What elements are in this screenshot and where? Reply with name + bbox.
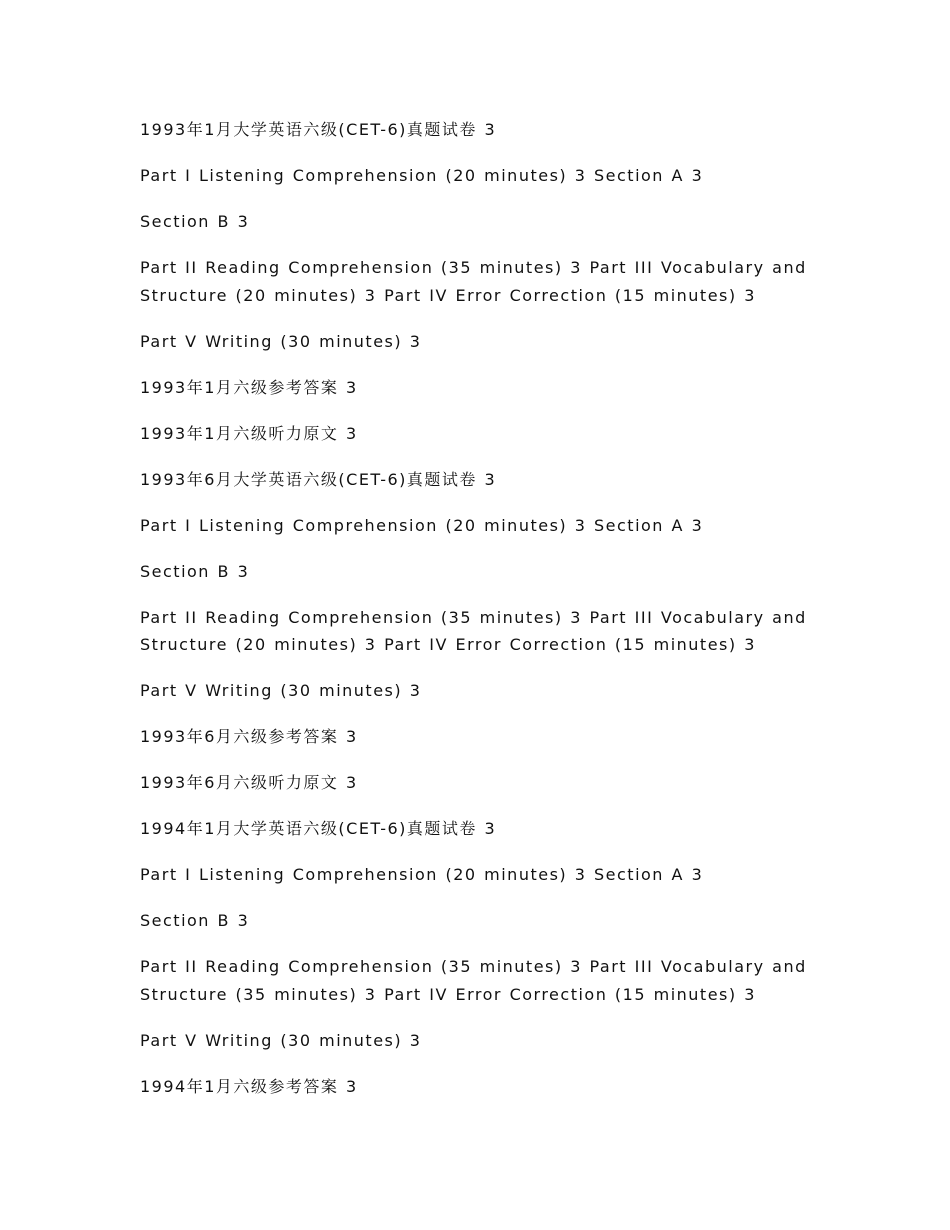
- toc-entry[interactable]: 1993年6月六级参考答案 3: [140, 727, 358, 746]
- toc-entry[interactable]: Part V Writing (30 minutes) 3: [140, 681, 422, 700]
- toc-entry[interactable]: 1993年6月大学英语六级(CET-6)真题试卷 3: [140, 469, 497, 489]
- toc-entry[interactable]: Part V Writing (30 minutes) 3: [140, 1030, 422, 1050]
- toc-entry[interactable]: Part I Listening Comprehension (20 minutes) 3 Section A 3: [140, 865, 704, 884]
- toc-entry[interactable]: Part I Listening Comprehension (20 minutes) 3 Section A 3: [140, 166, 704, 185]
- toc-entry[interactable]: Section B 3: [140, 911, 250, 930]
- table-of-contents: [140, 116, 820, 1119]
- toc-entry[interactable]: Section B 3: [140, 561, 250, 581]
- toc-entry[interactable]: 1993年1月大学英语六级(CET-6)真题试卷 3: [140, 120, 497, 139]
- toc-entry[interactable]: 1993年6月六级听力原文 3: [140, 773, 358, 792]
- toc-entry[interactable]: Part V Writing (30 minutes) 3: [140, 331, 422, 351]
- toc-entry[interactable]: Part II Reading Comprehension (35 minutes) 3 Part III Vocabulary and Structure (35 minutes) 3 Part IV Error Correction (15 minutes) 3: [140, 957, 807, 1004]
- toc-entry[interactable]: Part II Reading Comprehension (35 minutes) 3 Part III Vocabulary and Structure (20 minutes) 3 Part IV Error Correction (15 minutes) 3: [140, 258, 807, 305]
- toc-entry[interactable]: Part I Listening Comprehension (20 minutes) 3 Section A 3: [140, 515, 704, 535]
- toc-entry[interactable]: Section B 3: [140, 212, 250, 231]
- toc-entry[interactable]: 1994年1月大学英语六级(CET-6)真题试卷 3: [140, 819, 497, 838]
- toc-entry[interactable]: 1993年1月六级听力原文 3: [140, 423, 358, 443]
- toc-entry[interactable]: 1993年1月六级参考答案 3: [140, 377, 358, 397]
- toc-entry[interactable]: Part II Reading Comprehension (35 minutes) 3 Part III Vocabulary and Structure (20 minutes) 3 Part IV Error Correction (15 minutes) 3: [140, 607, 807, 654]
- toc-entry[interactable]: 1994年1月六级参考答案 3: [140, 1076, 358, 1096]
